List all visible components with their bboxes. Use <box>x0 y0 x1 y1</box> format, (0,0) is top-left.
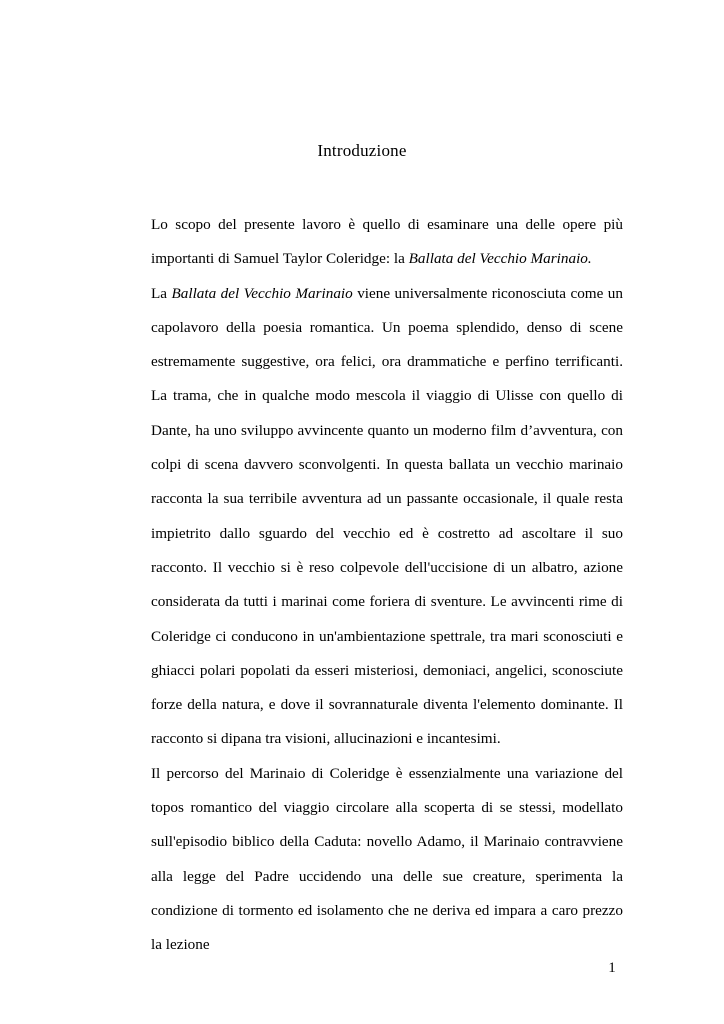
paragraph <box>151 757 623 963</box>
page-number-value: 1 <box>608 960 616 976</box>
text-run: Lo scopo del presente lavoro è quello di esaminare una delle opere più importanti di Samuel Taylor Coleridge: la <box>151 216 623 268</box>
paragraph <box>151 208 623 277</box>
text-run-italic: Ballata del Vecchio Marinaio <box>171 284 353 302</box>
page-title: Introduzione <box>317 141 407 160</box>
text-run: La <box>151 284 172 302</box>
text-run: Il percorso del Marinaio di Coleridge è essenzialmente una variazione del topos romantico del viaggio circolare alla scoperta di se stessi, modellato sull'episodio biblico della Caduta: novello Adamo, il Marinaio contravviene alla legge del Padre uccidendo una delle sue creature, sperimenta la condizione di tormento ed isolamento che ne deriva ed impara a caro prezzo la lezione <box>151 764 623 954</box>
text-run-italic: Ballata del Vecchio Marinaio. <box>408 250 592 268</box>
page-number <box>0 960 724 977</box>
document-body <box>151 208 623 963</box>
paragraph <box>151 277 623 757</box>
text-run: viene universalmente riconosciuta come un capolavoro della poesia romantica. Un poema splendido, denso di scene estremamente suggestive, ora felici, ora drammatiche e perfino terrificanti. La trama, che in qualche modo mescola il viaggio di Ulisse con quello di Dante, ha uno sviluppo avvincente quanto un moderno film d’avventura, con colpi di scena davvero sconvolgenti. In questa ballata un vecchio marinaio racconta la sua terribile avventura ad un passante occasionale, il quale resta impietrito dallo sguardo del vecchio ed è costretto ad ascoltare il suo racconto. Il vecchio si è reso colpevole dell'uccisione di un albatro, azione considerata da tutti i marinai come foriera di sventure. Le avvincenti rime di Coleridge ci conducono in un'ambientazione spettrale, tra mari sconosciuti e ghiacci polari popolati da esseri misteriosi, demoniaci, angelici, sconosciute forze della natura, e dove il sovrannaturale diventa l'elemento dominante. Il racconto si dipana tra visioni, allucinazioni e incantesimi. <box>151 284 623 748</box>
